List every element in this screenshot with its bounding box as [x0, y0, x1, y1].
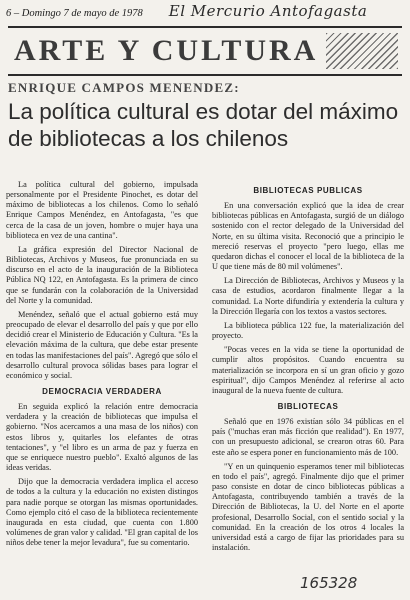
handwritten-source-note: El Mercurio Antofagasta — [168, 2, 368, 20]
paragraph: La biblioteca pública 122 fue, la materialización del proyecto. — [212, 320, 404, 341]
headline: La política cultural es dotar del máximo de bibliotecas a los chilenos — [8, 99, 399, 151]
section-title: ARTE Y CULTURA — [14, 34, 319, 67]
subhead: BIBLIOTECAS PUBLICAS — [253, 186, 363, 195]
paragraph: "Pocas veces en la vida se tiene la oportunidad de cumplir altos propósitos. Cuando encuentra su materialización se incorpora en sí un gran oficio y gozo espiritual", dijo Campos Menéndez al referirse al acto inaugural de la nueva fuente de cultura. — [212, 345, 404, 395]
paragraph: La Dirección de Bibliotecas, Archivos y Museos y la casa de estudios, acordaron finalmente llegar a la comunidad. La Norte difundiría y extendería la cultura y la Dirección llegaría con los textos a vastos sectores. — [212, 276, 404, 316]
paragraph: En una conversación explicó que la idea de crear bibliotecas públicas en Antofagasta, surgió de un diálogo sostenido con el rector delegado de la Universidad del Norte, en su última visita. Reconoció que a principio le mereció reservas el proyecto "pero luego, ellas me quedaron dichas el conocer el local de la biblioteca de la U que tiene más de 80 mil volúmenes". — [212, 201, 404, 272]
decorative-stripes — [326, 33, 398, 69]
right-column — [212, 180, 404, 557]
paragraph: "Y en un quinquenio esperamos tener mil bibliotecas en todo el país", agregó. Finalmente dijo que el primer paso consiste en dotar de cinco bibliotecas públicas a Antofagasta, contribuyendo también a través de la Dirección de Bibliotecas, la U. del Norte en el aporte profesional, Desarrollo Social, con el sentido social y la comunidad. En la creación de los otros 4 locales la universidad está a cargo de fijar las prioridades para su instalación. — [212, 461, 404, 552]
catalog-number: 165328 — [300, 574, 358, 592]
paragraph: La gráfica expresión del Director Nacional de Bibliotecas, Archivos y Museos, fue pronunciada en su discurso en el acto de la inauguración de la Biblioteca Pública NQ 122, en Antofagasta. Es la primera de cinco que se fundarán con la colaboración de la Universidad del Norte y la comunidad. — [6, 244, 198, 305]
paragraph: La política cultural del gobierno, impulsada personalmente por el Presidente Pinochet, es dotar del máximo de bibliotecas a los chilenos. Como lo señaló Enrique Campos Menéndez, en Antofagasta, "es que cerca de la casa de un joven, hombre o mujer haya una biblioteca en vez de una cantina". — [6, 180, 198, 240]
left-column — [6, 180, 198, 552]
page-date: 6 – Domingo 7 de mayo de 1978 — [6, 8, 143, 19]
paragraph: Dijo que la democracia verdadera implica el acceso de todos a la cultura y la educación no existen distingos para nadie porque se otorgan las mismas oportunidades. Como ejemplo citó el caso de la biblioteca recientemente inaugurada en esta ciudad, que cuenta con 1.800 volúmenes de gran valor y calidad. "El gran capital de los niños debe tener la mejor levadura", fue su comentario. — [6, 477, 198, 548]
subhead: DEMOCRACIA VERDADERA — [42, 386, 162, 396]
paragraph: Señaló que en 1976 existían sólo 34 públicas en el país ("muchas eran más ficción que realidad"). En 1977, con un presupuesto adicional, se crearon otras 60. Para este año se espera poner en funcionamiento más de 100. — [212, 417, 404, 457]
paragraph: Menéndez, señaló que el actual gobierno está muy preocupado de elevar el desarrollo del país y que por ello decidió crear el Ministerio de Educación y Cultura. "Es la elevación máxima de la cultura, que debe estar presente en todas las manifestaciones del país". Agregó que sólo el desarrollo cultural provoca sólidas bases para lograr el económico y social. — [6, 309, 198, 380]
byline: ENRIQUE CAMPOS MENENDEZ: — [8, 80, 240, 95]
subhead: BIBLIOTECAS — [277, 401, 339, 411]
paragraph: En seguida explicó la relación entre democracia verdadera y la creación de bibliotecas que impulsa el gobierno. "Nos acercamos a una masa de los niños) con estos libros y, quitarles los elefantes de otras tentaciones", y "el libro es un arma de paz y fuerza en que se enriquece nuestro pueblo". Exaltó algunos de las ideas veridas. — [6, 402, 198, 473]
page-header — [6, 2, 404, 22]
section-banner — [8, 26, 402, 76]
